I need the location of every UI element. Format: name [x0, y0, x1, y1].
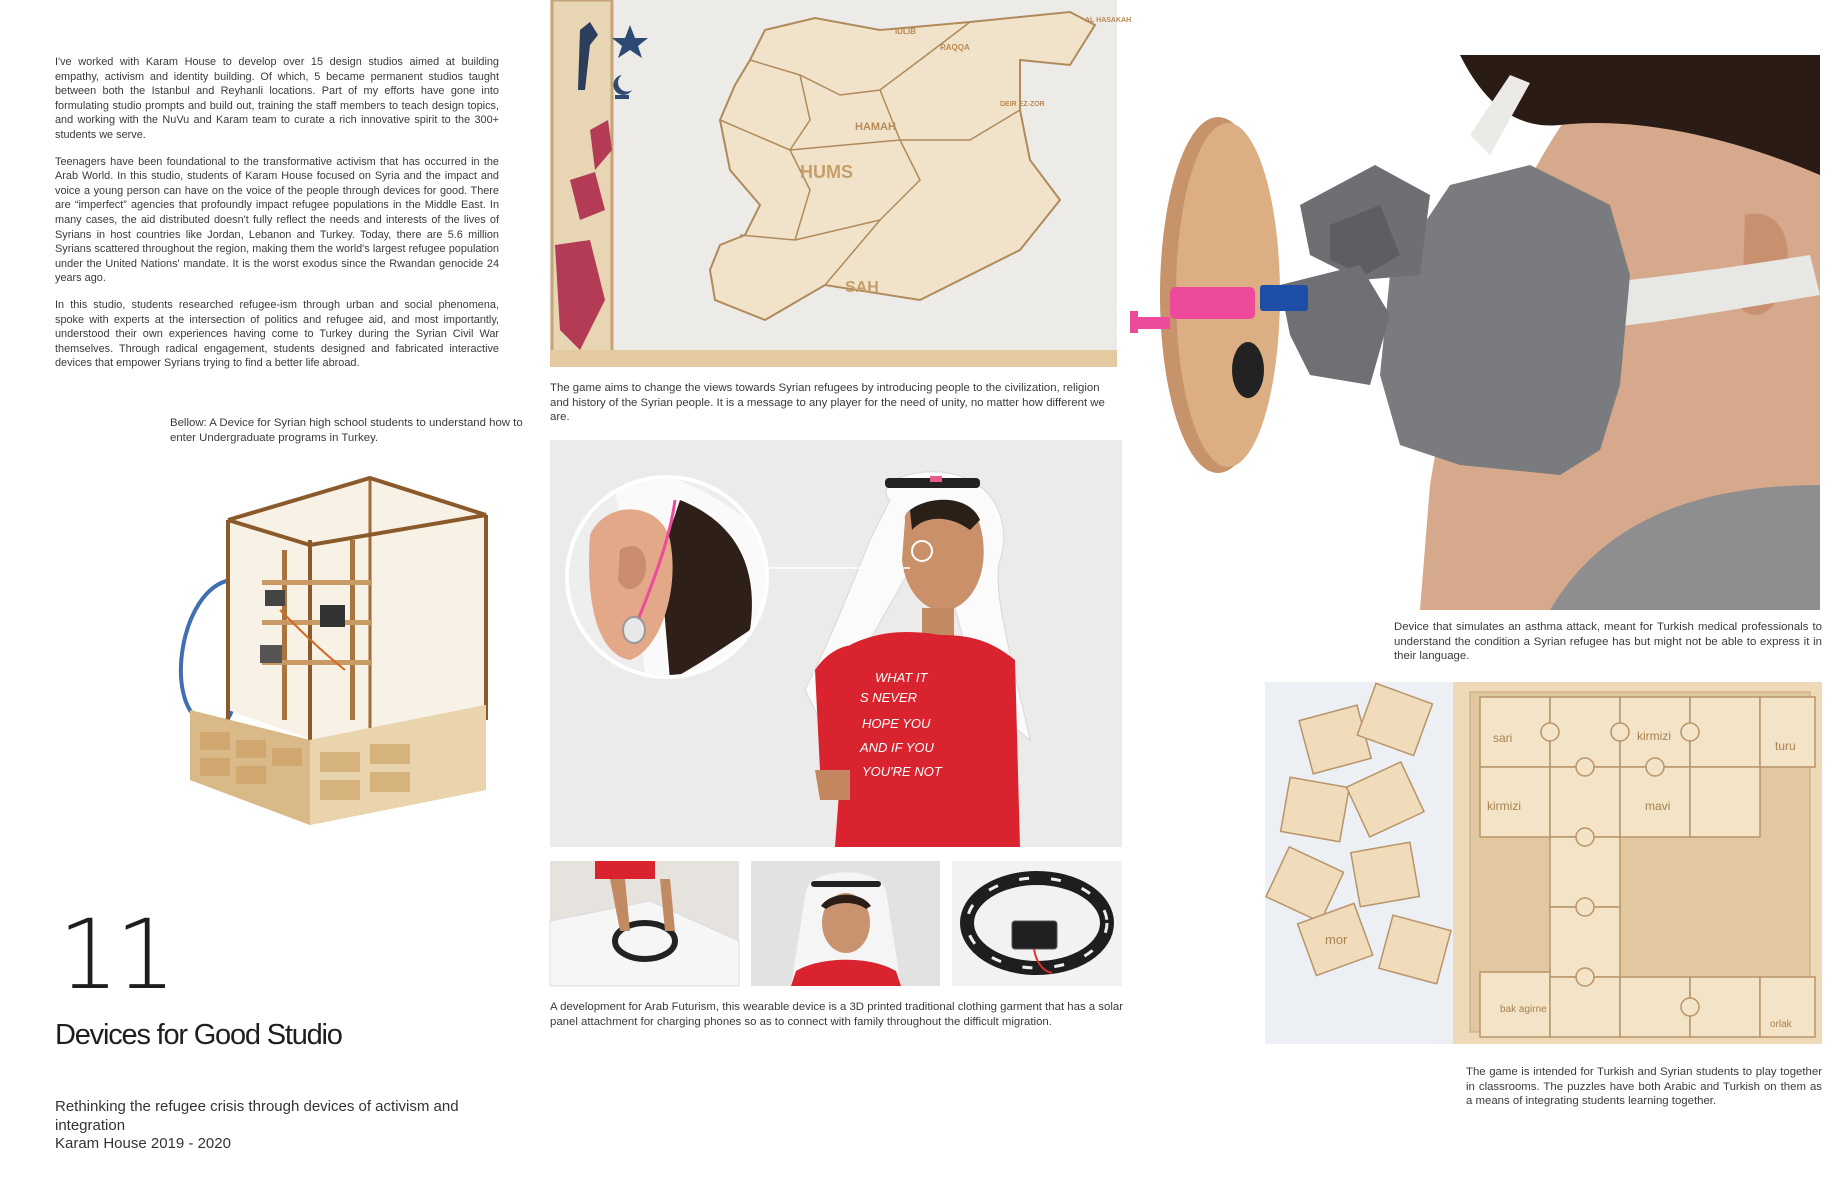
- shirt-text-1: WHAT IT: [875, 670, 928, 685]
- puzzle-word-1: sari: [1493, 731, 1513, 745]
- studio-place-year: Karam House 2019 - 2020: [55, 1135, 231, 1152]
- kiosk-caption: Bellow: A Device for Syrian high school students to understand how to enter Undergraduate programs in Turkey.: [170, 417, 523, 444]
- studio-number: 11: [58, 899, 173, 1011]
- solar-band-thumb-photo: [952, 861, 1122, 986]
- map-label-idlib: IDLIB: [895, 27, 916, 36]
- puzzle-word-2: kirmizi: [1637, 729, 1671, 743]
- puzzle-caption: The game is intended for Turkish and Syrian students to play together in classrooms. The puzzles have both Arabic and Turkish on them as a means of integrating students learning together.: [1466, 1066, 1822, 1107]
- intro-text: [55, 55, 499, 383]
- puzzle-word-8: orlak: [1770, 1019, 1792, 1030]
- map-label-al-hasakah: AL HASAKAH: [1085, 17, 1132, 24]
- wearable-device-main-photo: [550, 440, 1122, 847]
- wearable-thumb-assembly-photo: [550, 861, 739, 986]
- wearable-thumb-portrait-photo: [751, 861, 940, 986]
- puzzle-word-7: bak agirne: [1500, 1004, 1547, 1015]
- asthma-mask-device-photo: [1130, 55, 1820, 610]
- map-label-raqqa: RAQQA: [940, 43, 970, 52]
- kiosk-device-photo: [170, 470, 500, 830]
- map-label-sah: SAH: [845, 279, 879, 296]
- studio-subtitle-block: [55, 1098, 495, 1154]
- asthma-device-caption: Device that simulates an asthma attack, meant for Turkish medical professionals to understand the condition a Syrian refugee has but might not be able to express it in their language.: [1394, 621, 1822, 662]
- shirt-text-2: S NEVER: [860, 690, 918, 705]
- wearable-caption: A development for Arab Futurism, this wearable device is a 3D printed traditional clothing garment that has a solar panel attachment for charging phones so as to connect with family throughout the difficult migration.: [550, 1001, 1123, 1028]
- map-label-hums: HUMS: [800, 162, 853, 182]
- puzzle-word-4: kirmizi: [1487, 799, 1521, 813]
- map-game-caption: The game aims to change the views towards Syrian refugees by introducing people to the civilization, religion and history of the Syrian people. It is a message to any player for the need of unity, no matter how different we are.: [550, 382, 1105, 423]
- puzzle-word-3: turu: [1775, 739, 1796, 753]
- bilingual-puzzle-photo: [1265, 682, 1822, 1044]
- intro-paragraph-1: I've worked with Karam House to develop over 15 design studios aimed at building empathy, activism and identity building. Of which, 5 became permanent studios taught between both the Istanbul and Reyhanli locations. Part of my efforts have gone into formulating studio prompts and build out, training the staff members to teach design topics, and working with the NuVu and Karam team to curate a rich innovative spirit to the 300+ students we serve.: [55, 56, 499, 141]
- intro-paragraph-3: In this studio, students researched refugee-ism through urban and social phenomena, spoke with experts at the intersection of politics and refugee aid, and most importantly, understood their own experiences having come to Turkey during the Syrian Civil War themselves. Through radical engagement, students designed and fabricated interactive devices that empower Syrians trying to find a better life abroad.: [55, 298, 499, 370]
- intro-paragraph-2: Teenagers have been foundational to the transformative activism that has occurred in the Arab World. In this studio, students of Karam House focused on Syria and the impact and voice a young person can have on the voice of the people through devices for good. There are “imperfect” agencies that profoundly impact refugee populations in the Middle East. In many cases, the aid distributed doesn't fully reflect the needs and interests of the lives of Syrians in host countries like Jordan, Lebanon and Turkey. Today, there are 5.6 million Syrians scattered throughout the region, making them the world's largest refugee population under the United Nations' mandate. It is the worst exodus since the Rwandan genocide 24 years ago.: [55, 155, 499, 285]
- studio-title: Devices for Good Studio: [55, 1019, 342, 1051]
- map-label-hamah: HAMAH: [855, 121, 896, 133]
- puzzle-word-5: mavi: [1645, 799, 1671, 813]
- syria-map-game-photo: [550, 0, 1132, 367]
- shirt-text-4: AND IF YOU: [860, 740, 934, 755]
- studio-subtitle: Rethinking the refugee crisis through devices of activism and integration: [55, 1098, 459, 1134]
- shirt-text-3: HOPE YOU: [862, 716, 931, 731]
- shirt-text-5: YOU'RE NOT: [862, 764, 942, 779]
- puzzle-word-6: mor: [1325, 932, 1348, 947]
- map-label-deir-ez-zor: DEIR EZ-ZOR: [1000, 101, 1045, 108]
